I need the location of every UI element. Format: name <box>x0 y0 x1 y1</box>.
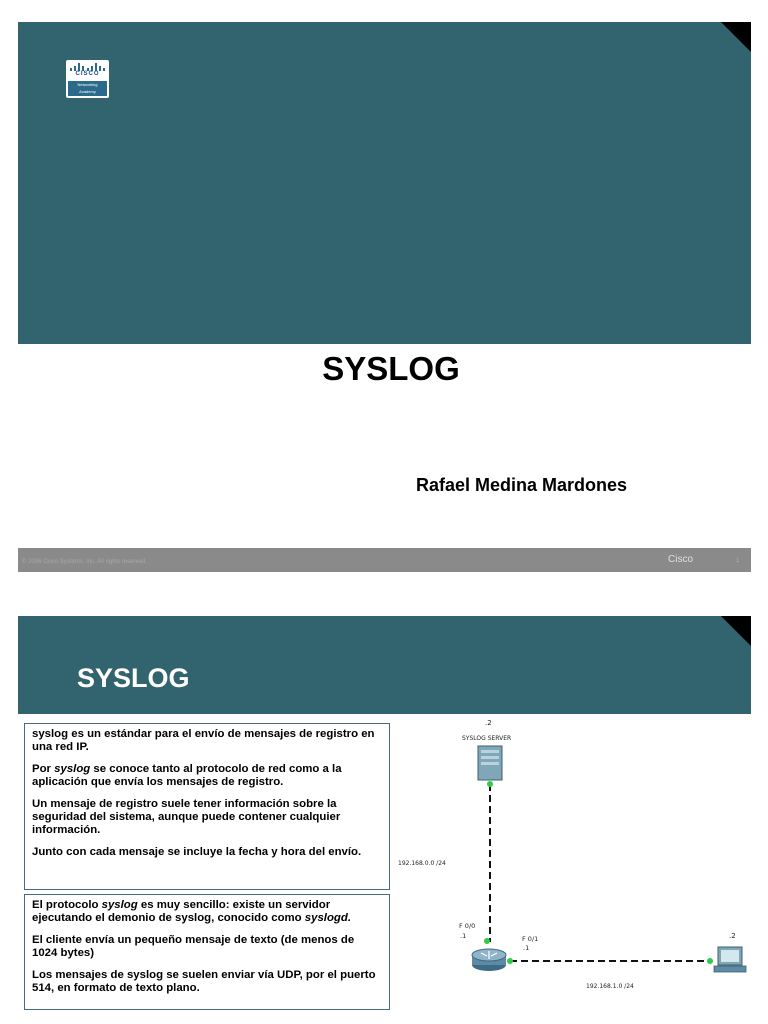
router-icon <box>472 949 506 971</box>
text: Por <box>32 763 55 776</box>
link-dot <box>707 958 713 964</box>
protocol-box <box>24 894 390 1010</box>
logo-academy-badge <box>68 81 107 96</box>
emphasis: syslog <box>54 763 91 776</box>
slide-footer <box>18 548 751 572</box>
corner-triangle <box>721 616 751 646</box>
corner-triangle <box>721 22 751 52</box>
text: es muy sencillo: existe un servidor ejecutando el demonio de syslog, conocido como <box>32 899 331 924</box>
page-number: 1 <box>736 558 740 564</box>
emphasis: syslogd. <box>304 911 352 924</box>
text: El protocolo <box>32 899 102 911</box>
link-dot <box>484 938 490 944</box>
copyright-text: © 2006 Cisco Systems, Inc. All rights reserved. <box>22 559 147 565</box>
network-bottom-label: 192.168.1.0 /24 <box>586 983 634 990</box>
interface-1-ip: .1 <box>523 944 530 952</box>
link-dot <box>507 958 513 964</box>
text: se conoce tanto al protocolo de red como a la aplicación que envía los mensajes de registro. <box>32 763 342 788</box>
author-name: Rafael Medina Mardones <box>416 475 628 495</box>
paragraph <box>32 899 382 924</box>
logo-line-2: Academy <box>79 89 96 94</box>
interface-0-label: F 0/0 <box>459 922 476 930</box>
link-dot <box>487 781 493 787</box>
paragraph: Junto con cada mensaje se incluye la fecha y hora del envío. <box>32 846 362 859</box>
footer-brand: Cisco <box>668 554 694 565</box>
server-host-label: .2 <box>485 719 492 727</box>
description-box <box>24 723 390 890</box>
cisco-logo <box>66 60 109 98</box>
cisco-bars-icon <box>70 63 105 71</box>
slide-1-title: SYSLOG <box>322 350 460 387</box>
pc-icon <box>714 947 746 972</box>
emphasis: syslog <box>101 899 138 911</box>
title-banner <box>18 22 751 344</box>
slide-2-title: SYSLOG <box>77 663 190 693</box>
paragraph: Los mensajes de syslog se suelen enviar vía UDP, por el puerto 514, en formato de texto plano. <box>32 969 376 994</box>
server-label: SYSLOG SERVER <box>462 735 512 742</box>
interface-1-label: F 0/1 <box>522 935 539 943</box>
server-icon <box>478 746 502 780</box>
paragraph: syslog es un estándar para el envío de mensajes de registro en una red IP. <box>32 728 375 753</box>
logo-word: CISCO <box>75 71 100 77</box>
paragraph <box>32 763 382 788</box>
paragraph: El cliente envía un pequeño mensaje de texto (de menos de 1024 bytes) <box>32 934 355 959</box>
paragraph: Un mensaje de registro suele tener información sobre la seguridad del sistema, aunque puede contener cualquier información. <box>32 798 341 836</box>
interface-0-ip: .1 <box>460 932 467 940</box>
pc-host-label: .2 <box>729 932 736 940</box>
logo-line-1: Networking <box>77 82 98 87</box>
network-top-label: 192.168.0.0 /24 <box>398 860 446 867</box>
